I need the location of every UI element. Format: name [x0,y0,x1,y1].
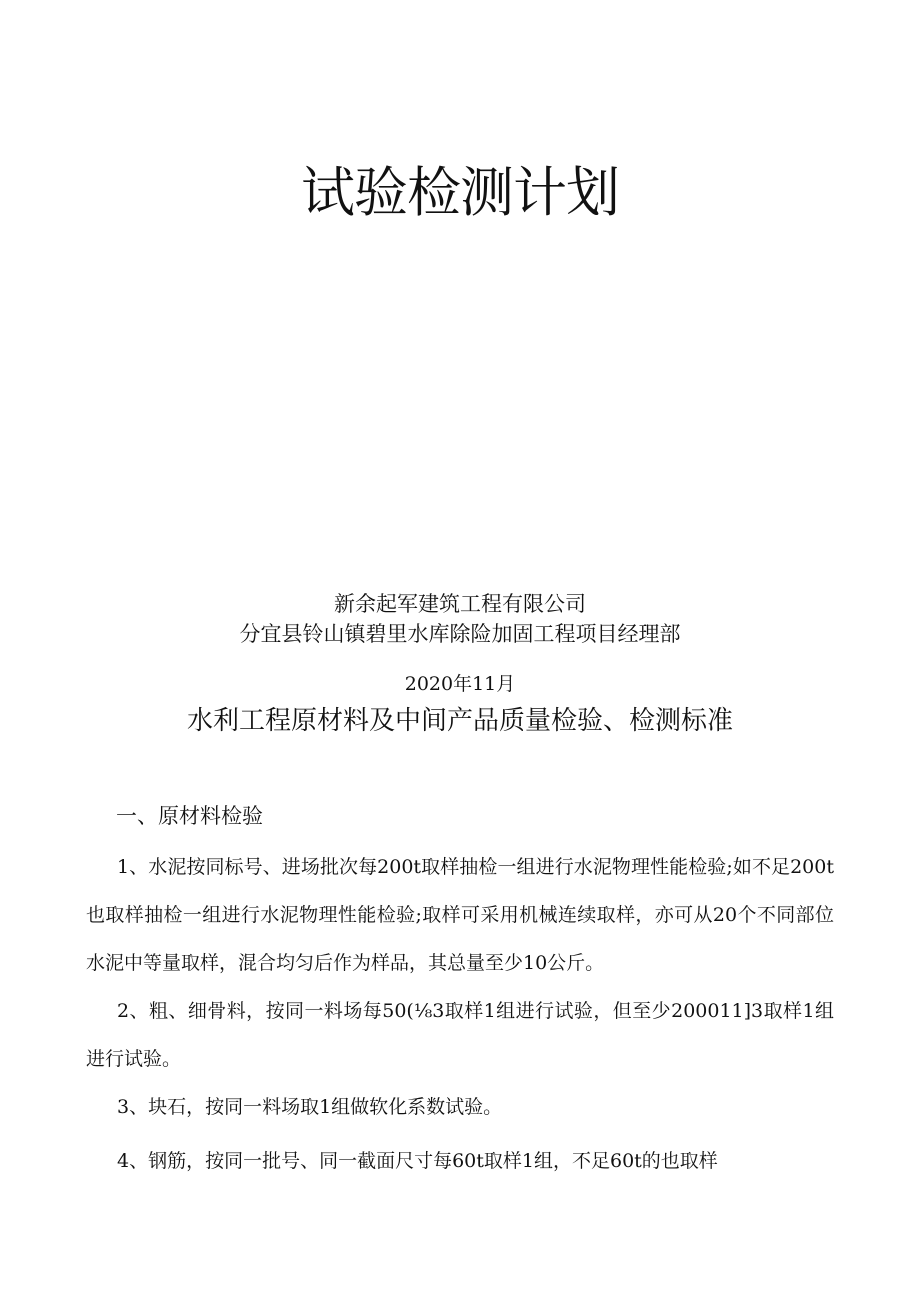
document-date: 2020年11月 [404,673,516,695]
standards-heading: 水利工程原材料及中间产品质量检验、检测标准 [186,706,733,736]
paragraph-steel-bar: 4、钢筋，按同一批号、同一截面尺寸每60t取样1组，不足60t的也取样 [117,1150,718,1172]
paragraph-aggregate: 2、粗、细骨料，按同一料场每50(⅛3取样1组进行试验，但至少200011]3取样1组进行试验。 [86,1000,834,1070]
paragraph-rubble-stone: 3、块石，按同一料场取1组做软化系数试验。 [117,1096,503,1118]
paragraph-cement: 1、水泥按同标号、进场批次每200t取样抽检一组进行水泥物理性能检验;如不足200t也取样抽检一组进行水泥物理性能检验;取样可采用机械连续取样，亦可从20个不同部位水泥中等量取样，混合均匀后作为样品，其总量至少10公斤。 [86,856,834,974]
company-name: 新余起军建筑工程有限公司 [334,592,586,616]
section-heading: 一、原材料检验 [116,804,263,828]
document-title: 试验检测计划 [301,161,619,225]
project-department: 分宜县铃山镇碧里水库除险加固工程项目经理部 [239,622,681,646]
